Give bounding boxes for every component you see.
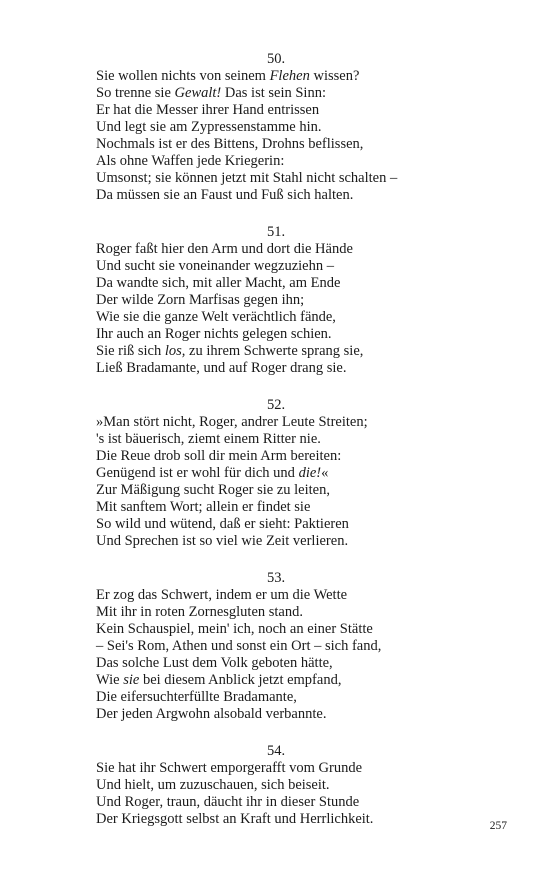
verse-line — [96, 689, 456, 706]
verse-line — [96, 119, 456, 136]
stanza — [96, 397, 456, 550]
verse-line — [96, 136, 456, 153]
verse-text: »Man stört nicht, Roger, andrer Leute Streiten; — [96, 414, 368, 430]
verse-emphasis: sie — [123, 672, 140, 688]
verse-text: bei diesem Anblick jetzt empfand, — [139, 672, 342, 688]
verse-text: Er hat die Messer ihrer Hand entrissen — [96, 102, 320, 118]
verse-text: Ihr auch an Roger nichts gelegen schien. — [96, 326, 332, 342]
verse-text: Die eifersuchterfüllte Bradamante, — [96, 689, 297, 705]
verse-text: wissen? — [309, 68, 360, 84]
verse-line — [96, 672, 456, 689]
verse-line — [96, 465, 456, 482]
verse-text: Und hielt, um zuzuschauen, sich beiseit. — [96, 777, 330, 793]
verse-text: « — [321, 465, 329, 481]
verse-text: Da wandte sich, mit aller Macht, am Ende — [96, 275, 341, 291]
verse-text: Sie wollen nichts von seinem — [96, 68, 270, 84]
verse-line — [96, 604, 456, 621]
verse-line — [96, 85, 456, 102]
verse-line — [96, 638, 456, 655]
verse-line — [96, 655, 456, 672]
verse-text: Das solche Lust dem Volk geboten hätte, — [96, 655, 333, 671]
verse-line — [96, 431, 456, 448]
verse-line — [96, 360, 456, 377]
verse-line — [96, 187, 456, 204]
poem-page — [96, 51, 456, 848]
verse-line — [96, 326, 456, 343]
stanza-number: 52. — [266, 397, 286, 413]
verse-line — [96, 482, 456, 499]
verse-text: Kein Schauspiel, mein' ich, noch an einer Stätte — [96, 621, 373, 637]
page-number: 257 — [489, 820, 507, 832]
verse-line — [96, 811, 456, 828]
verse-text: Und legt sie am Zypressenstamme hin. — [96, 119, 322, 135]
stanza — [96, 224, 456, 377]
verse-line — [96, 794, 456, 811]
stanza — [96, 743, 456, 828]
verse-line — [96, 343, 456, 360]
verse-line — [96, 533, 456, 550]
verse-emphasis: los, — [164, 343, 186, 359]
verse-text: Nochmals ist er des Bittens, Drohns beflissen, — [96, 136, 364, 152]
verse-emphasis: Flehen — [269, 68, 310, 84]
stanza-number: 53. — [266, 570, 286, 586]
verse-line — [96, 516, 456, 533]
verse-text: – Sei's Rom, Athen und sonst ein Ort – sich fand, — [96, 638, 382, 654]
verse-line — [96, 275, 456, 292]
verse-text: Als ohne Waffen jede Kriegerin: — [96, 153, 285, 169]
verse-text: 's ist bäuerisch, ziemt einem Ritter nie. — [96, 431, 321, 447]
verse-text: Und Sprechen ist so viel wie Zeit verlieren. — [96, 533, 349, 549]
verse-text: Der jeden Argwohn alsobald verbannte. — [96, 706, 327, 722]
stanza-number: 51. — [266, 224, 286, 240]
verse-line — [96, 621, 456, 638]
verse-text: Wie sie die ganze Welt verächtlich fände, — [96, 309, 336, 325]
verse-line — [96, 777, 456, 794]
verse-text: Sie hat ihr Schwert emporgerafft vom Grunde — [96, 760, 363, 776]
verse-text: Der wilde Zorn Marfisas gegen ihn; — [96, 292, 305, 308]
stanza — [96, 570, 456, 723]
verse-text: Mit sanftem Wort; allein er findet sie — [96, 499, 311, 515]
verse-text: Da müssen sie an Faust und Fuß sich halten. — [96, 187, 354, 203]
verse-line — [96, 153, 456, 170]
verse-text: Roger faßt hier den Arm und dort die Hände — [96, 241, 353, 257]
verse-line — [96, 68, 456, 85]
verse-line — [96, 102, 456, 119]
verse-text: Die Reue drob soll dir mein Arm bereiten: — [96, 448, 342, 464]
verse-text: Das ist sein Sinn: — [221, 85, 326, 101]
stanza-number: 54. — [266, 743, 286, 759]
verse-text: Mit ihr in roten Zornesgluten stand. — [96, 604, 303, 620]
verse-text: Er zog das Schwert, indem er um die Wette — [96, 587, 348, 603]
stanza — [96, 51, 456, 204]
verse-line — [96, 414, 456, 431]
verse-line — [96, 309, 456, 326]
verse-text: Wie — [96, 672, 124, 688]
verse-text: So trenne sie — [96, 85, 175, 101]
verse-text: Der Kriegsgott selbst an Kraft und Herrlichkeit. — [96, 811, 374, 827]
verse-line — [96, 241, 456, 258]
verse-text: Und Roger, traun, däucht ihr in dieser Stunde — [96, 794, 360, 810]
verse-emphasis: Gewalt! — [174, 85, 222, 101]
verse-text: Umsonst; sie können jetzt mit Stahl nicht schalten – — [96, 170, 398, 186]
verse-line — [96, 587, 456, 604]
verse-line — [96, 760, 456, 777]
verse-line — [96, 706, 456, 723]
verse-line — [96, 258, 456, 275]
verse-text: zu ihrem Schwerte sprang sie, — [185, 343, 364, 359]
verse-line — [96, 170, 456, 187]
verse-text: Zur Mäßigung sucht Roger sie zu leiten, — [96, 482, 330, 498]
verse-text: So wild und wütend, daß er sieht: Paktieren — [96, 516, 349, 532]
verse-text: Sie riß sich — [96, 343, 165, 359]
verse-line — [96, 448, 456, 465]
verse-text: Ließ Bradamante, und auf Roger drang sie. — [96, 360, 347, 376]
verse-text: Und sucht sie voneinander wegzuziehn – — [96, 258, 334, 274]
stanza-number: 50. — [266, 51, 286, 67]
verse-text: Genügend ist er wohl für dich und — [96, 465, 299, 481]
verse-line — [96, 499, 456, 516]
verse-line — [96, 292, 456, 309]
verse-emphasis: die! — [298, 465, 322, 481]
